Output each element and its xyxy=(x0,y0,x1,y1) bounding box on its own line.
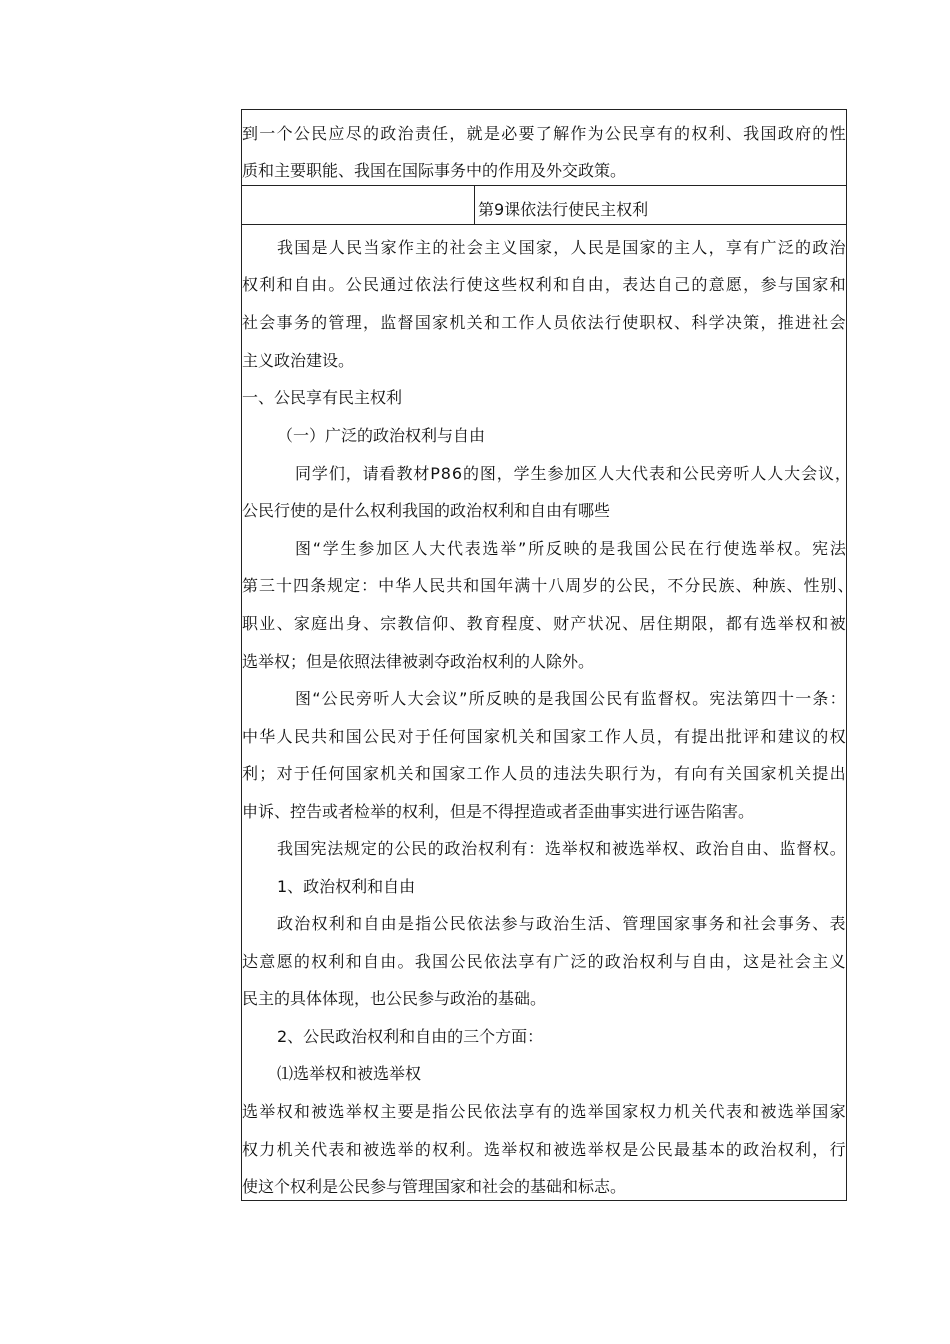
body-line: 选举权；但是依照法律被剥夺政治权利的人除外。 xyxy=(242,652,595,671)
body-line: 我 国 是 人 民 当 家 作 主 的 社 会 主 义 国 家 ， 人 民 是 国 家 的 主 人 ， 享 有 广 泛 的 政 治 xyxy=(277,238,846,257)
table-cell-empty xyxy=(242,186,475,224)
body-line: 权 力 机 关 代 表 和 被 选 举 的 权 利 。 选 举 权 和 被 选 举 权 是 公 民 最 基 本 的 政 治 权 利 ， 行 xyxy=(242,1140,846,1159)
body-line: 图 “ 学 生 参 加 区 人 大 代 表 选 举 ” 所 反 映 的 是 我 国 公 民 在 行 使 选 举 权 。 宪 法 xyxy=(295,539,846,558)
body-line: 使这个权利是公民参与管理国家和社会的基础和标志。 xyxy=(242,1177,627,1196)
body-line: 社 会 事 务 的 管 理 ， 监 督 国 家 机 关 和 工 作 人 员 依 法 行 使 职 权 、 科 学 决 策 ， 推 进 社 会 xyxy=(242,313,846,332)
body-line: 权 利 和 自 由 。 公 民 通 过 依 法 行 使 这 些 权 利 和 自 由 ， 表 达 自 己 的 意 愿 ， 参 与 国 家 和 xyxy=(242,275,846,294)
body-line: 选 举 权 和 被 选 举 权 主 要 是 指 公 民 依 法 享 有 的 选 举 国 家 权 力 机 关 代 表 和 被 选 举 国 家 xyxy=(242,1102,846,1121)
body-line: 主义政治建设。 xyxy=(242,351,355,370)
body-line: 民主的具体体现，也公民参与政治的基础。 xyxy=(242,989,547,1008)
body-line: 政 治 权 利 和 自 由 是 指 公 民 依 法 参 与 政 治 生 活 、 管 理 国 家 事 务 和 社 会 事 务 、 表 xyxy=(277,914,846,933)
body-line: 申诉、控告或者检举的权利，但是不得捏造或者歪曲事实进行诬告陷害。 xyxy=(242,802,755,821)
numbered-heading: 1、政治权利和自由 xyxy=(277,877,416,896)
numbered-heading: 2、公民政治权利和自由的三个方面： xyxy=(277,1027,544,1046)
table-cell-body xyxy=(241,225,847,1201)
intro-line: 质和主要职能、我国在国际事务中的作用及外交政策。 xyxy=(242,161,627,180)
body-line: 中 华 人 民 共 和 国 公 民 对 于 任 何 国 家 机 关 和 国 家 工 作 人 员 ， 有 提 出 批 评 和 建 议 的 权 xyxy=(242,727,846,746)
body-line: 达 意 愿 的 权 利 和 自 由 。 我 国 公 民 依 法 享 有 广 泛 的 政 治 权 利 与 自 由 ， 这 是 社 会 主 义 xyxy=(242,952,846,971)
body-line: 职 业 、 家 庭 出 身 、 宗 教 信 仰 、 教 育 程 度 、 财 产 状 况 、 居 住 期 限 ， 都 有 选 举 权 和 被 xyxy=(242,614,846,633)
numbered-subheading: ⑴选举权和被选举权 xyxy=(277,1064,422,1083)
body-line: 公民行使的是什么权利我国的政治权利和自由有哪些 xyxy=(242,501,611,520)
body-line: 我 国 宪 法 规 定 的 公 民 的 政 治 权 利 有 ： 选 举 权 和 被 选 举 权 、 政 治 自 由 、 监 督 权 。 xyxy=(277,839,846,858)
section-heading: 一、公民享有民主权利 xyxy=(242,388,403,407)
subsection-heading: （一）广泛的政治权利与自由 xyxy=(277,426,486,445)
lesson-title: 第9课依法行使民主权利 xyxy=(478,200,649,219)
body-line: 第 三 十 四 条 规 定 ： 中 华 人 民 共 和 国 年 满 十 八 周 岁 的 公 民 ， 不 分 民 族 、 种 族 、 性 别 、 xyxy=(242,576,854,595)
intro-line: 到 一 个 公 民 应 尽 的 政 治 责 任 ， 就 是 必 要 了 解 作 为 公 民 享 有 的 权 利 、 我 国 政 府 的 性 xyxy=(242,124,846,143)
body-line: 同 学 们 ， 请 看 教 材 P 8 6 的 图 ， 学 生 参 加 区 人 大 代 表 和 公 民 旁 听 人 人 大 会 议 ， xyxy=(295,464,851,483)
body-line: 利 ； 对 于 任 何 国 家 机 关 和 国 家 工 作 人 员 的 违 法 失 职 行 为 ， 有 向 有 关 国 家 机 关 提 出 xyxy=(242,764,846,783)
body-line: 图 “ 公 民 旁 听 人 大 会 议 ” 所 反 映 的 是 我 国 公 民 有 监 督 权 。 宪 法 第 四 十 一 条 ： xyxy=(295,689,846,708)
